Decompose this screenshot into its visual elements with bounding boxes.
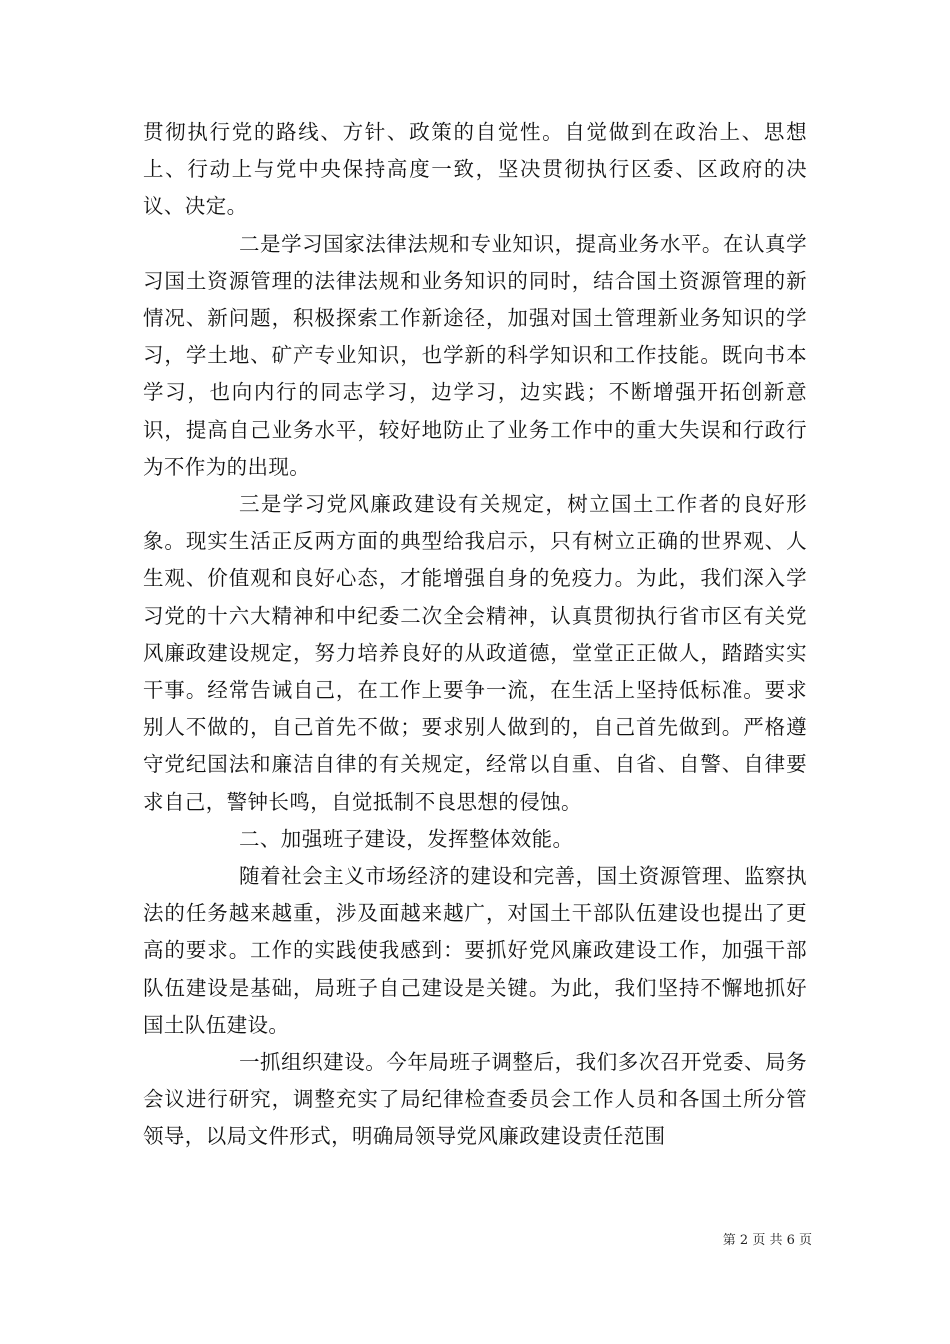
paragraph-study-integrity: 三是学习党风廉政建设有关规定，树立国土工作者的良好形象。现实生活正反两方面的典型给我启示，只有树立正确的世界观、人生观、价值观和良好心态，才能增强自身的免疫力。为此，我们深入学习党的十六大精神和中纪委二次全会精神，认真贯彻执行省市区有关党风廉政建设规定，努力培养良好的从政道德，堂堂正正做人，踏踏实实干事。经常告诫自己，在工作上要争一流，在生活上坚持低标准。要求别人不做的，自己首先不做；要求别人做到的，自己首先做到。严格遵守党纪国法和廉洁自律的有关规定，经常以自重、自省、自警、自律要求自己，警钟长鸣，自觉抵制不良思想的侵蚀。: [143, 492, 807, 814]
paragraph-organization-building: 一抓组织建设。今年局班子调整后，我们多次召开党委、局务会议进行研究，调整充实了局纪律检查委员会工作人员和各国土所分管领导，以局文件形式，明确局领导党风廉政建设责任范围: [143, 1050, 807, 1149]
paragraph-market-economy: 随着社会主义市场经济的建设和完善，国土资源管理、监察执法的任务越来越重，涉及面越来越广，对国土干部队伍建设也提出了更高的要求。工作的实践使我感到：要抓好党风廉政建设工作，加强干部队伍建设是基础，局班子自己建设是关键。为此，我们坚持不懈地抓好国土队伍建设。: [143, 864, 807, 1037]
page-number: 第 2 页 共 6 页: [722, 1233, 812, 1248]
paragraph-continuation: 贯彻执行党的路线、方针、政策的自觉性。自觉做到在政治上、思想上、行动上与党中央保持高度一致，坚决贯彻执行区委、区政府的决议、决定。: [143, 120, 807, 219]
section-heading-team-building: 二、加强班子建设，发挥整体效能。: [239, 826, 574, 851]
document-body: [143, 114, 807, 1156]
paragraph-study-law: 二是学习国家法律法规和专业知识，提高业务水平。在认真学习国土资源管理的法律法规和业务知识的同时，结合国土资源管理的新情况、新问题，积极探索工作新途径，加强对国土管理新业务知识的学习，学土地、矿产专业知识，也学新的科学知识和工作技能。既向书本学习，也向内行的同志学习，边学习，边实践；不断增强开拓创新意识，提高自己业务水平，较好地防止了业务工作中的重大失误和行政行为不作为的出现。: [143, 231, 807, 479]
